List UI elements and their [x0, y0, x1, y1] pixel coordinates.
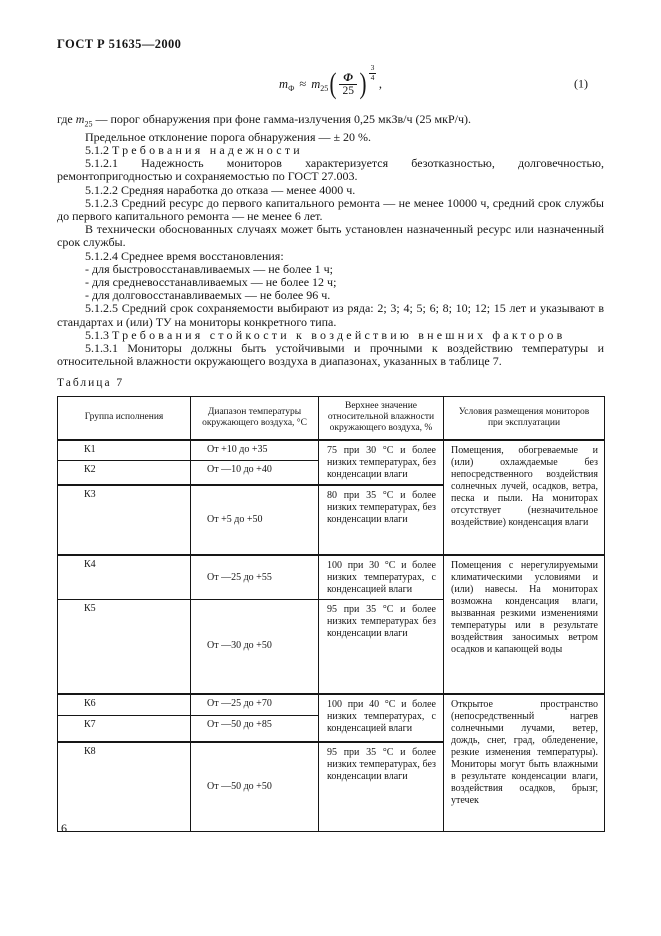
temp-cell: От —25 до +70	[191, 694, 319, 716]
paragraph-5-1-3-1: 5.1.3.1 Мониторы должны быть устойчивыми и прочными к воздействию температуры и относительной влажности окружающего воздуха в диапазонах, указанных в таблице 7.	[57, 341, 604, 369]
group-cell: К1	[58, 440, 191, 460]
paragraph-5-1-2-1: 5.1.2.1 Надежность мониторов характеризуется безотказностью, долговечностью, ремонтопригодностью и сохраняемостью по ГОСТ 27.003.	[57, 156, 604, 184]
group-cell: К5	[58, 600, 191, 694]
paragraph-5-1-2-2: 5.1.2.2 Средняя наработка до отказа — менее 4000 ч.	[85, 182, 356, 197]
temp-cell: От —50 до +85	[191, 716, 319, 742]
paragraph-5-1-2-5: 5.1.2.5 Средний срок сохраняемости выбирают из ряда: 2; 3; 4; 5; 6; 8; 10; 12; 15 лет и указывают в стандартах и (или) ТУ на мониторы конкретного типа.	[57, 301, 604, 329]
paragraph-deviation: Предельное отклонение порога обнаружения — ± 20 %.	[85, 129, 372, 144]
page-number: 6	[61, 821, 67, 835]
doc-number: ГОСТ Р 51635—2000	[57, 37, 182, 51]
formula-lhs: $m_Ф$	[279, 76, 295, 93]
table-label: Таблица 7	[57, 377, 125, 390]
group-cell: К8	[58, 742, 191, 832]
paragraph-where: где $m_{25}$ — порог обнаружения при фоне гамма-излучения 0,25 мкЗв/ч (25 мкР/ч).	[57, 112, 471, 129]
paragraph-5-1-2-4: 5.1.2.4 Среднее время восстановления:	[85, 248, 284, 263]
paragraph-designated: В технически обоснованных случаях может быть установлен назначенный ресурс или назначенный срок службы.	[57, 222, 604, 250]
humidity-cell: 95 при 35 °С и более низких температурах без конденсации влаги	[319, 600, 444, 694]
conditions-cell: Помещения, обогреваемые и (или) охлаждаемые без непосредственного воздействия солнечных лучей, осадков, ветра, песка и пыли. На мониторах отсутствует (незначительное воздействие) конденсация влаги	[444, 440, 605, 555]
temp-cell: От —25 до +55	[191, 555, 319, 600]
formula-coef: $m_{25}$	[311, 76, 329, 93]
humidity-cell: 100 при 40 °С и более низких температурах, с конденсацией влаги	[319, 694, 444, 742]
temp-cell: От +10 до +35	[191, 440, 319, 460]
group-cell: К7	[58, 716, 191, 742]
column-header-group: Группа исполнения	[58, 396, 191, 440]
column-header-temperature: Диапазон температуры окружающего воздуха, °С	[191, 396, 319, 440]
column-header-humidity: Верхнее значение относительной влажности окружающего воздуха, %	[319, 396, 444, 440]
list-item-medium-recovery: - для средневосстанавливаемых — не более 12 ч;	[85, 275, 337, 290]
table-row-k4	[58, 555, 605, 600]
temp-cell: От —10 до +40	[191, 460, 319, 485]
humidity-cell: 80 при 35 °С и более низких температурах, без конденсации влаги	[319, 485, 444, 555]
formula: $m_Ф$ ≈ $m_{25}$ ( $\frac{Ф}{25}$ ) 3 4 ,	[279, 63, 382, 101]
table-header-row	[58, 396, 605, 440]
heading-5-1-3: 5.1.3 Требования стойкости к воздействию внешних факторов	[85, 327, 566, 342]
humidity-cell: 95 при 35 °С и более низких температурах, без конденсации влаги	[319, 742, 444, 832]
temp-cell: От —50 до +50	[191, 742, 319, 832]
table-row-k1	[58, 440, 605, 460]
conditions-cell: Помещения с нерегулируемыми климатическими условиями и (или) навесы. На мониторах возможна конденсация влаги, вызванная резкими изменениями температуры или в результате воздействия заносимых ветром осадков и капающей воды	[444, 555, 605, 694]
m25-symbol: $m_{25}$	[75, 112, 93, 129]
exponent-fraction: 3 4	[370, 63, 375, 82]
paragraph-5-1-2-3: 5.1.2.3 Средний ресурс до первого капитального ремонта — не менее 10000 ч, средний срок службы до первого капитального ремонта — не менее 6 лет.	[57, 195, 604, 224]
conditions-cell: Открытое пространство (непосредственный нагрев солнечными лучами, ветер, дождь, снег, град, обледенение, резкие изменения температуры). Мониторы могут быть влажными в результате конденсации влаги, воздействия осадков, брызг, утечек	[444, 694, 605, 832]
column-header-conditions: Условия размещения мониторов при эксплуатации	[444, 396, 605, 440]
table-row-k6	[58, 694, 605, 716]
list-item-long-recovery: - для долговосстанавливаемых — не более 96 ч.	[85, 288, 331, 303]
heading-5-1-2: 5.1.2 Требования надежности	[85, 143, 303, 157]
group-cell: К6	[58, 694, 191, 716]
approx-sign: ≈	[299, 76, 307, 91]
formula-block	[57, 65, 604, 103]
group-cell: К2	[58, 460, 191, 485]
group-cell: К4	[58, 555, 191, 600]
temp-cell: От +5 до +50	[191, 485, 319, 555]
humidity-cell: 100 при 30 °С и более низких температурах, с конденсацией влаги	[319, 555, 444, 600]
equation-number: (1)	[574, 76, 588, 91]
humidity-cell: 75 при 30 °С и более низких температурах, без конденсации влаги	[319, 440, 444, 485]
temp-cell: От —30 до +50	[191, 600, 319, 694]
group-cell: К3	[58, 485, 191, 555]
fraction: $\frac{Ф}{25}$	[339, 72, 357, 97]
list-item-fast-recovery: - для быстровосстанавливаемых — не более 1 ч;	[85, 261, 333, 276]
table-7	[57, 396, 605, 833]
